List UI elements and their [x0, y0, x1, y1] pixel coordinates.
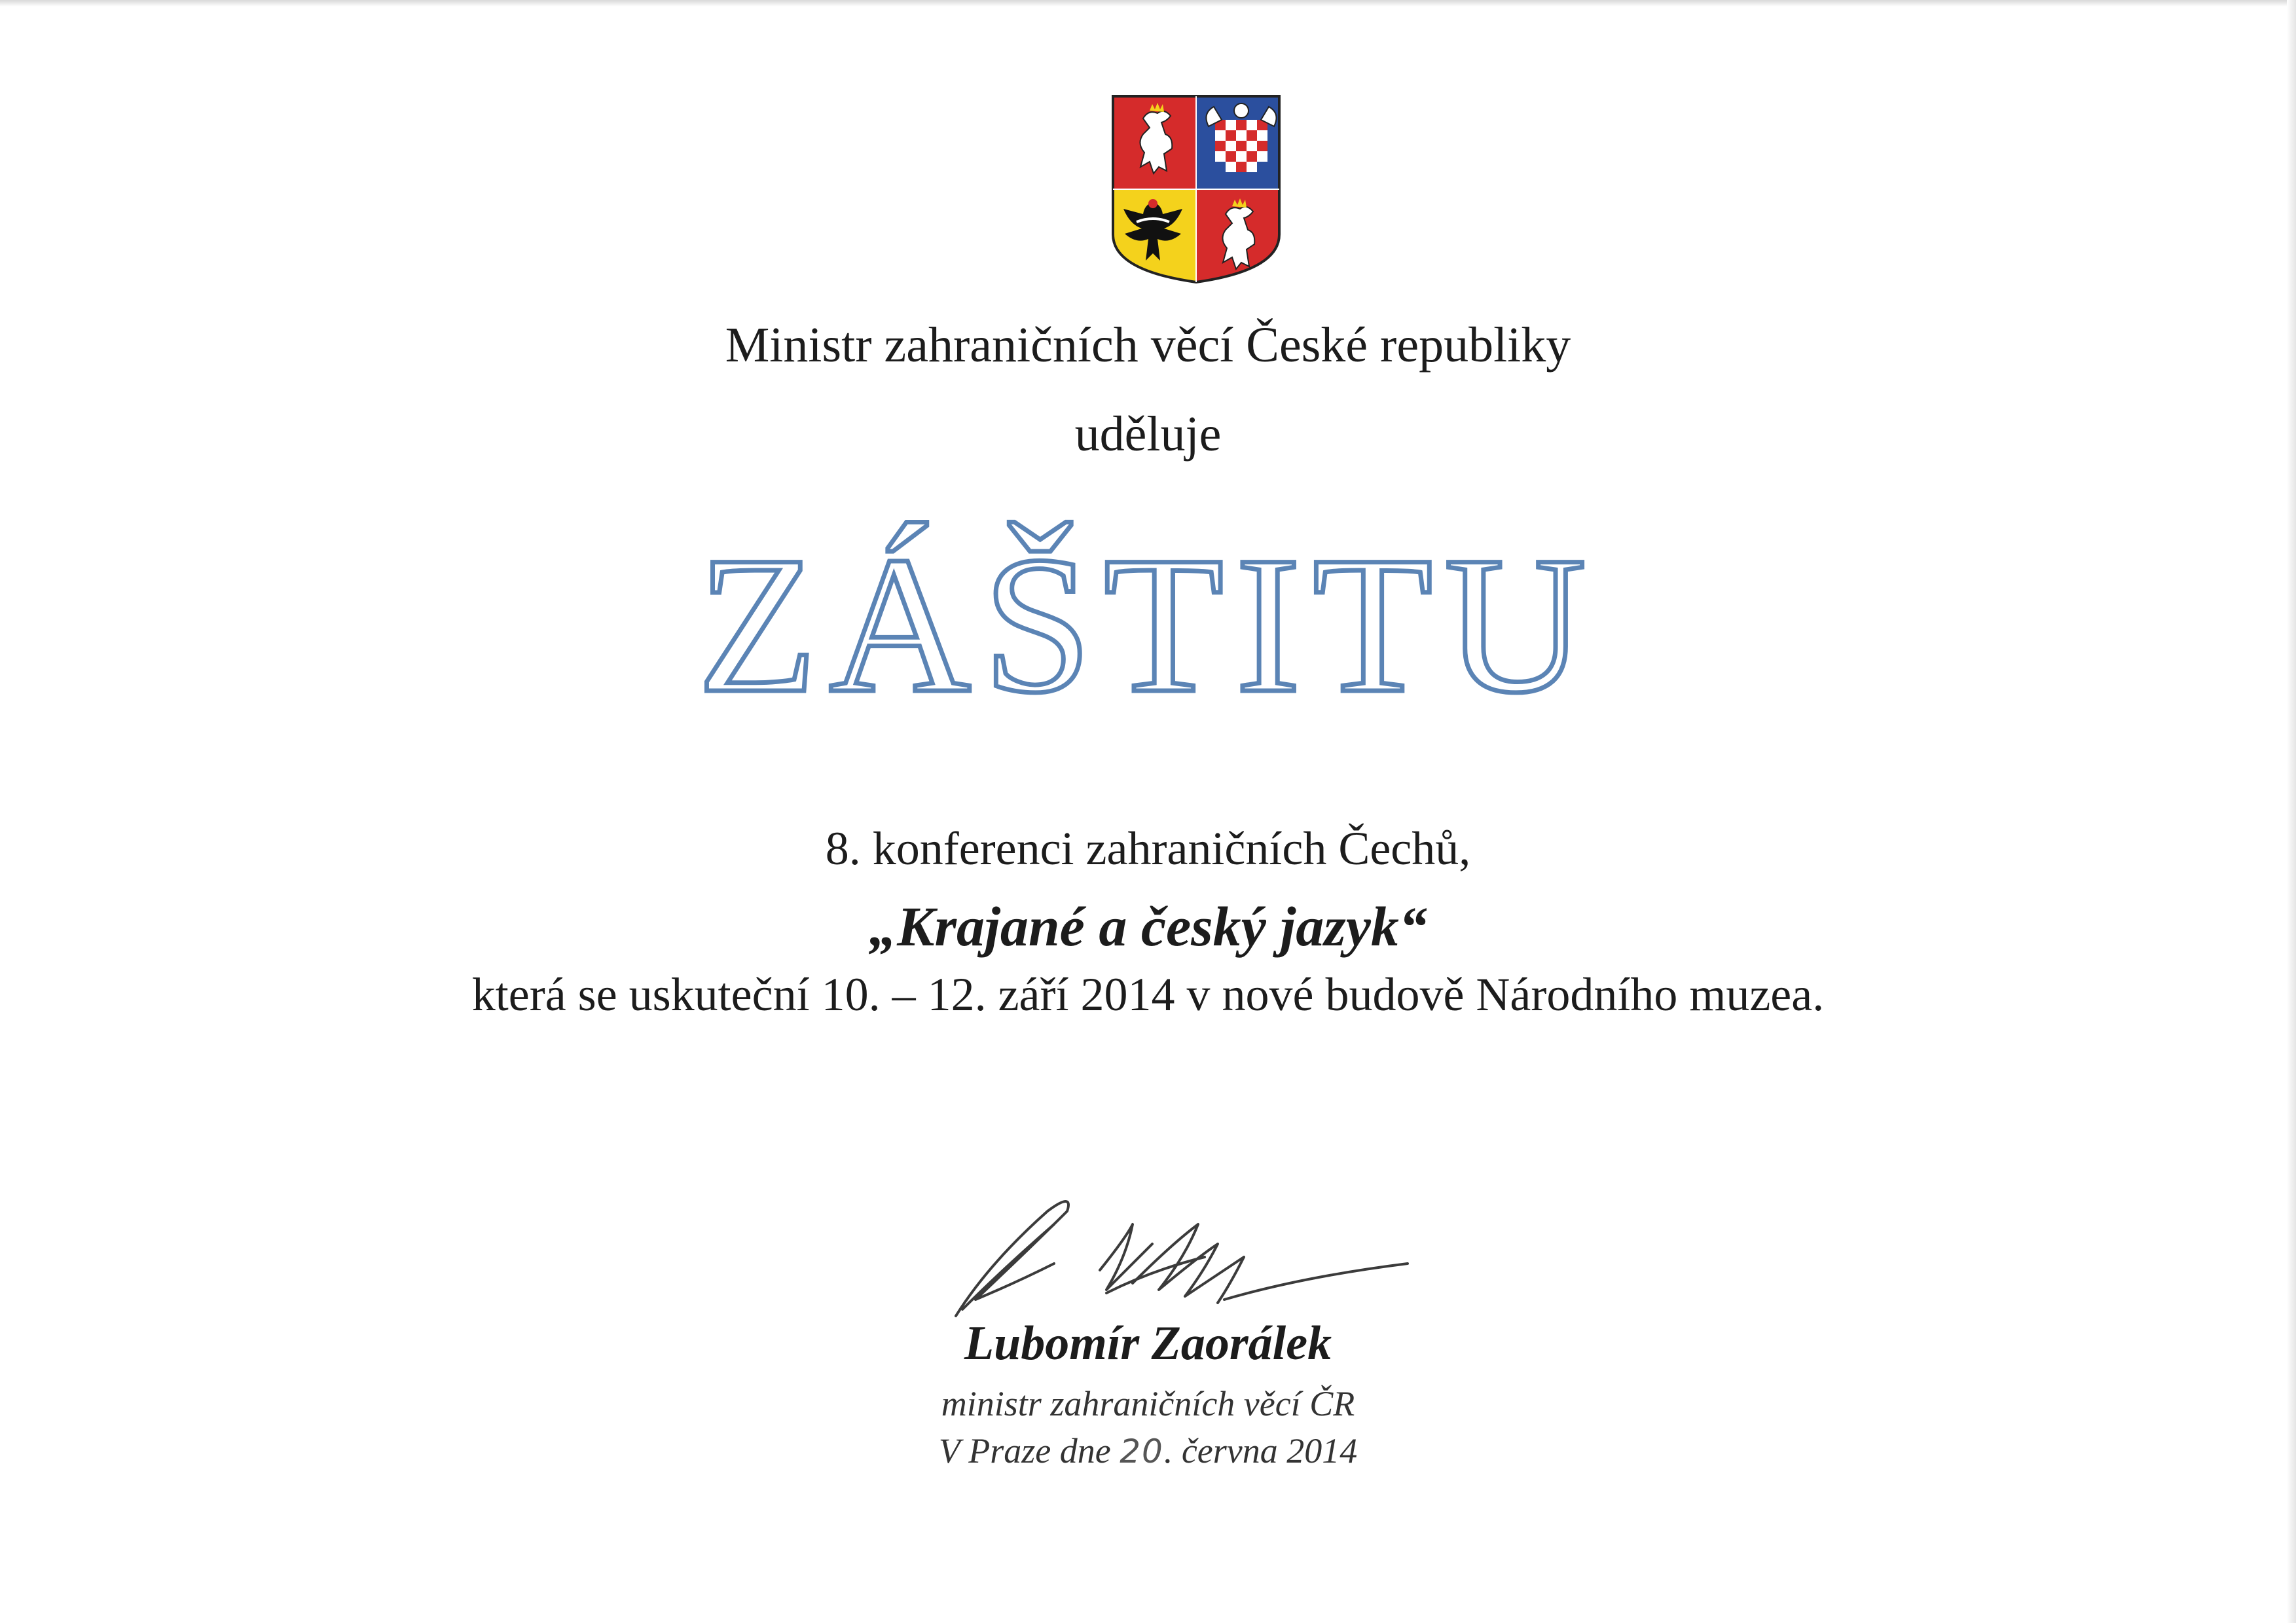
signer-name: Lubomír Zaorálek — [964, 1317, 1332, 1370]
scan-edge-right — [2287, 0, 2296, 1623]
czech-coat-of-arms-icon — [1110, 94, 1282, 285]
signature-icon — [936, 1185, 1421, 1329]
award-title — [0, 481, 2296, 704]
place-and-date — [0, 1431, 2296, 1471]
signer-role: ministr zahraničních věcí ČR — [941, 1384, 1355, 1423]
place-prefix: V Praze dne — [938, 1431, 1111, 1470]
event-details: která se uskuteční 10. – 12. září 2014 v nové budově Národního muzea. — [471, 968, 1825, 1021]
handwritten-day: 20 — [1120, 1432, 1164, 1470]
award-title-text: ZÁŠTITU — [697, 516, 1598, 704]
grants-line: uděluje — [1074, 407, 1222, 462]
event-name: „Krajané a český jazyk“ — [869, 895, 1427, 958]
conference-intro: 8. konferenci zahraničních Čechů, — [825, 822, 1471, 875]
date-suffix: . června 2014 — [1163, 1431, 1358, 1470]
scan-edge-top — [0, 0, 2296, 7]
issuer-line: Ministr zahraničních věcí České republiky — [725, 318, 1571, 373]
